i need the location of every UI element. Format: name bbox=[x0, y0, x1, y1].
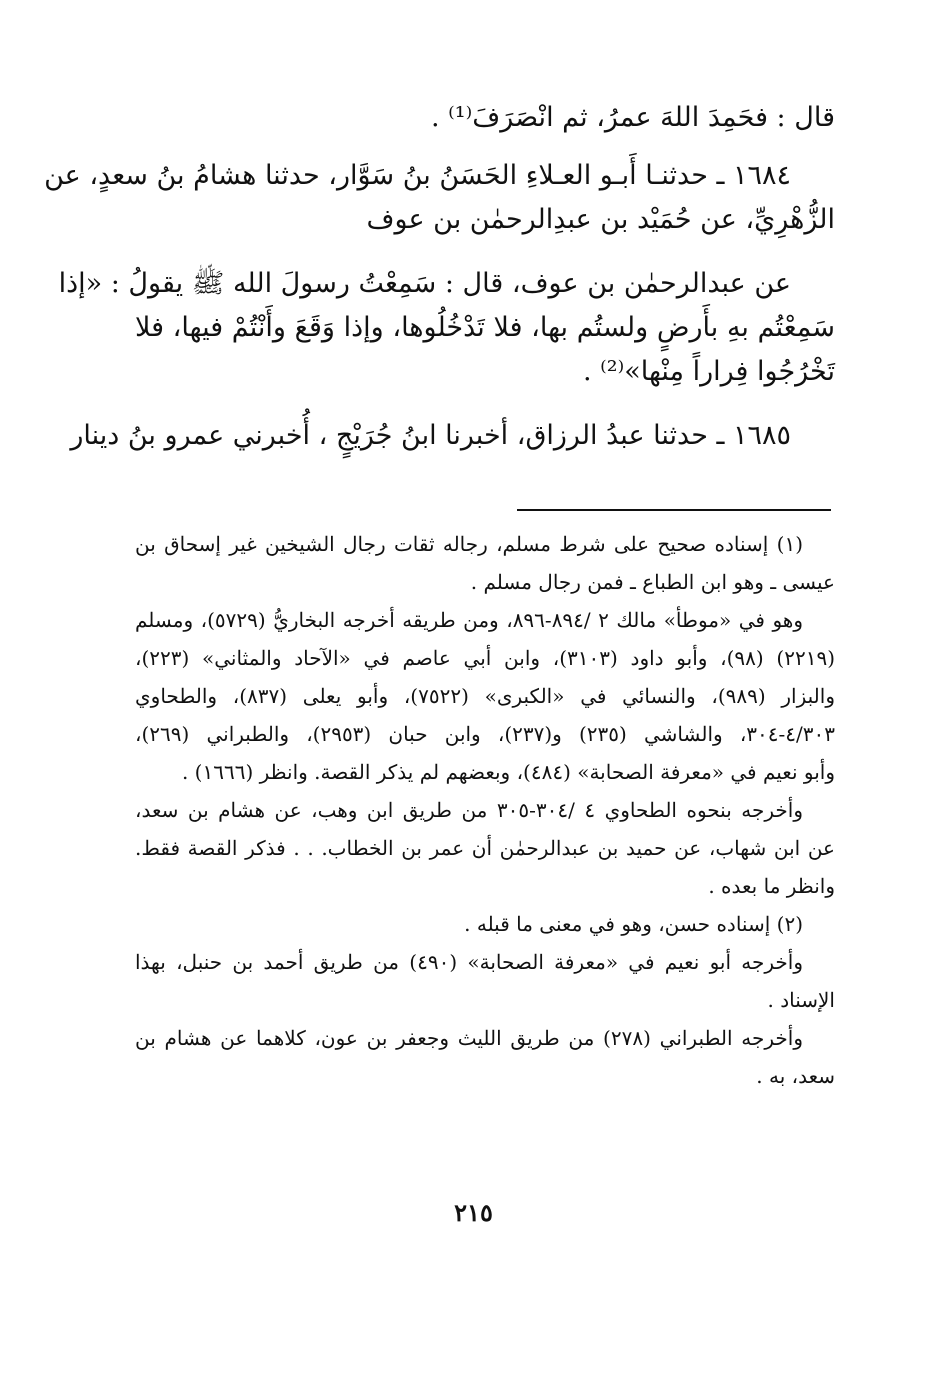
footnote-line: (٢٢١٩) (٩٨)، وأبو داود (٣١٠٣)، وابن أبي عاصم في «الآحاد والمثاني» (٢٢٣)، bbox=[135, 646, 836, 670]
paragraph-gap bbox=[135, 140, 835, 154]
footnote-divider bbox=[517, 509, 831, 511]
footnote-line: ٤/٣٠٣-٣٠٤، والشاشي (٢٣٥) و(٢٣٧)، وابن حبان (٢٩٥٣)، والطبراني (٢٦٩)، bbox=[135, 722, 835, 746]
text-line: ١٦٨٤ ـ حدثنـا أَبـو العـلاءِ الحَسَنُ بنُ سَوَّار، حدثنا هشامُ بنُ سعدٍ، عن bbox=[44, 160, 791, 191]
footnote-line: عن ابن شهاب، عن حميد بن عبدالرحمٰن أن عمر بن الخطاب. . . فذكر القصة فقط. bbox=[135, 836, 835, 860]
text-line: ١٦٨٥ ـ حدثنا عبدُ الرزاق، أخبرنا ابنُ جُرَيْجٍ ، أُخبرني عمرو بنُ دينار bbox=[70, 420, 791, 451]
text-line: قال : فحَمِدَ اللهَ عمرُ، ثم انْصَرَفَ⁽¹⁾ . bbox=[431, 102, 835, 133]
footnote-line: (٢) إسناده حسن، وهو في معنى ما قبله . bbox=[464, 912, 803, 936]
footnote-line: سعد، به . bbox=[756, 1064, 835, 1088]
text-line: عن عبدالرحمٰن بن عوف، قال : سَمِعْتُ رسولَ الله ﷺ يقولُ : «إذا bbox=[58, 268, 791, 299]
footnote-line: وأبو نعيم في «معرفة الصحابة» (٤٨٤)، وبعضهم لم يذكر القصة. وانظر (١٦٦٦) . bbox=[181, 760, 835, 784]
main-text bbox=[44, 96, 835, 458]
paragraph-gap bbox=[135, 242, 835, 262]
footnote-line: وأخرجه أبو نعيم في «معرفة الصحابة» (٤٩٠) من طريق أحمد بن حنبل، بهذا bbox=[135, 950, 803, 974]
footnote-line: وانظر ما بعده . bbox=[708, 874, 835, 898]
footnote-line: والبزار (٩٨٩)، والنسائي في «الكبرى» (٧٥٢٢)، وأبو يعلى (٨٣٧)، والطحاوي bbox=[135, 684, 835, 708]
paragraph-gap bbox=[135, 394, 835, 414]
footnote-line: وأخرجه بنحوه الطحاوي ٤ /٣٠٤-٣٠٥ من طريق ابن وهب، عن هشام بن سعد، bbox=[135, 798, 803, 822]
text-line: سَمِعْتُم بهِ بأَرضٍ ولستُم بها، فلا تَدْخُلُوها، وإذا وَقَعَ وأَنْتُمْ فيها، فلا bbox=[135, 312, 835, 343]
footnote-line: (١) إسناده صحيح على شرط مسلم، رجاله ثقات رجال الشيخين غير إسحاق بن bbox=[135, 532, 803, 556]
footnote-line: عيسى ـ وهو ابن الطباع ـ فمن رجال مسلم . bbox=[470, 570, 835, 594]
text-line: تَخْرُجُوا فِراراً مِنْها»⁽²⁾ . bbox=[582, 356, 835, 387]
footnotes bbox=[135, 525, 835, 1095]
footnote-line: الإسناد . bbox=[767, 988, 835, 1012]
page-number: ٢١٥ bbox=[454, 1198, 493, 1227]
text-line: الزُّهْرِيِّ، عن حُمَيْد بن عبدِالرحمٰن بن عوف bbox=[366, 204, 835, 235]
footnote-line: وهو في «موطأ» مالك ٢ /٨٩٤-٨٩٦، ومن طريقه أخرجه البخاريُّ (٥٧٢٩)، ومسلم bbox=[135, 608, 804, 632]
footnote-line: وأخرجه الطبراني (٢٧٨) من طريق الليث وجعفر بن عون، كلاهما عن هشام بن bbox=[135, 1026, 804, 1050]
